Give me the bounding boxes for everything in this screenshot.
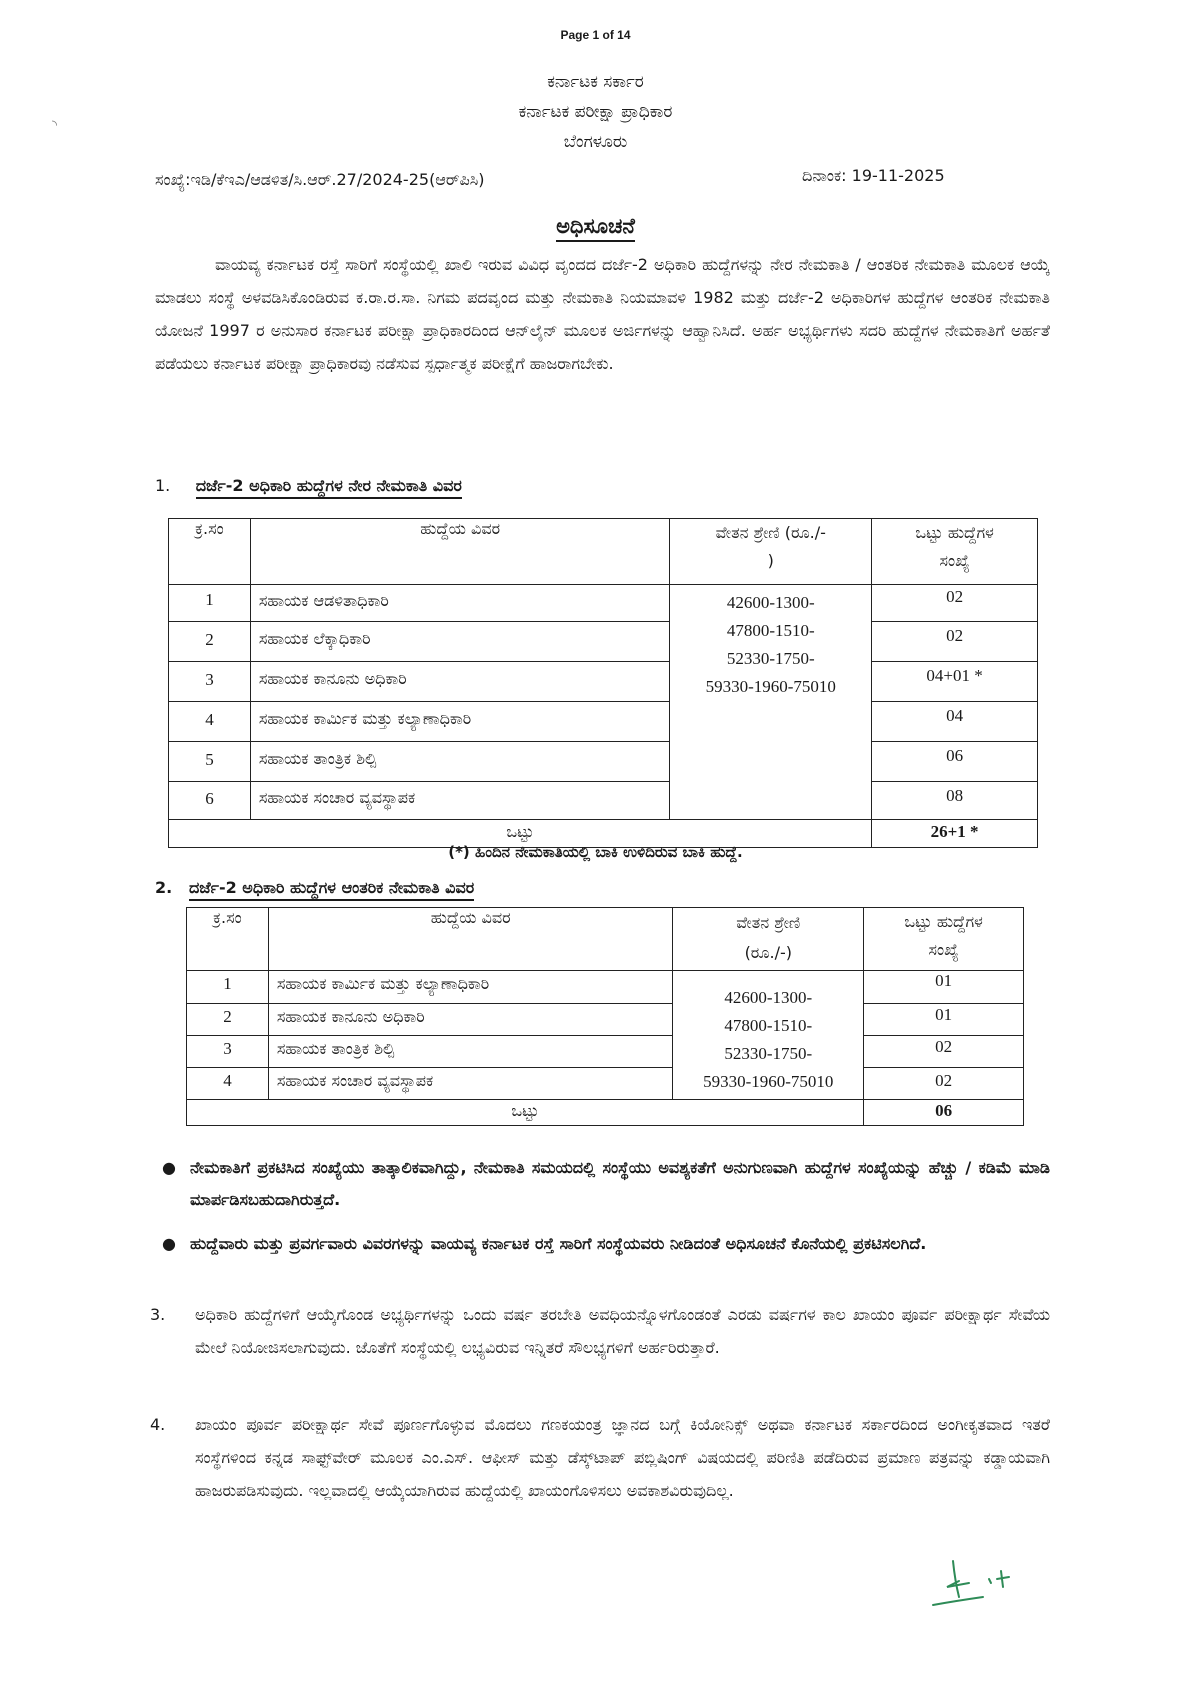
row-post: ಸಹಾಯಕ ಲೆಕ್ಕಾಧಿಕಾರಿ: [250, 622, 669, 662]
pay-line: 59330-1960-75010: [705, 677, 836, 696]
section1-footnote: (*) ಹಿಂದಿನ ನೇಮಕಾತಿಯಲ್ಲಿ ಬಾಕಿ ಉಳಿದಿರುವ ಬಾಕಿ ಹುದ್ದೆ.: [448, 843, 743, 861]
row-sl: 4: [169, 702, 251, 742]
document-title-text: ಅಧಿಸೂಚನೆ: [556, 214, 635, 242]
table-row: [187, 1004, 1024, 1036]
table-total-row: [187, 1100, 1024, 1126]
row-sl: 5: [169, 742, 251, 782]
header-sl: ಕ್ರ.ಸಂ: [187, 908, 269, 971]
margin-mark: ◝: [52, 118, 58, 133]
header-count: ಒಟ್ಟು ಹುದ್ದೆಗಳ ಸಂಖ್ಯೆ: [864, 908, 1024, 971]
table-row: [169, 742, 1038, 782]
document-title: [0, 214, 1191, 239]
pay-line: 42600-1300-: [726, 593, 815, 612]
header-sl: ಕ್ರ.ಸಂ: [169, 519, 251, 585]
total-value: 26+1 *: [872, 820, 1038, 848]
row-post: ಸಹಾಯಕ ಕಾನೂನು ಅಧಿಕಾರಿ: [268, 1004, 672, 1036]
bullet-item: [162, 1152, 1050, 1216]
header-post: ಹುದ್ದೆಯ ವಿವರ: [250, 519, 669, 585]
signature: [925, 1553, 1025, 1613]
row-sl: 2: [169, 622, 251, 662]
item-text: ಖಾಯಂ ಪೂರ್ವ ಪರೀಕ್ಷಾರ್ಥ ಸೇವೆ ಪೂರ್ಣಗೊಳ್ಳುವ ಮೊದಲು ಗಣಕಯಂತ್ರ ಜ್ಞಾನದ ಬಗ್ಗೆ ಕಿಯೋನಿಕ್ಸ್ ಅಥವಾ ಕರ್ನಾಟಕ ಸರ್ಕಾರದಿಂದ ಅಂಗೀಕೃತವಾದ ಇತರೆ ಸಂಸ್ಥೆಗಳಿಂದ ಕನ್ನಡ ಸಾಫ್ಟ್‌ವೇರ್ ಮೂಲಕ ಎಂ.ಎಸ್. ಆಫೀಸ್ ಮತ್ತು ಡೆಸ್ಕ್‌ಟಾಪ್ ಪಬ್ಲಿಷಿಂಗ್ ವಿಷಯದಲ್ಲಿ ಪರಿಣಿತಿ ಪಡೆದಿರುವ ಪ್ರಮಾಣ ಪತ್ರವನ್ನು ಕಡ್ಡಾಯವಾಗಿ ಹಾಜರುಪಡಿಸುವುದು. ಇಲ್ಲವಾದಲ್ಲಿ ಆಯ್ಕೆಯಾಗಿರುವ ಹುದ್ದೆಯಲ್ಲಿ ಖಾಯಂಗೊಳಿಸಲು ಅವಕಾಶವಿರುವುದಿಲ್ಲ.: [195, 1415, 1050, 1500]
row-sl: 1: [187, 971, 269, 1004]
total-value: 06: [864, 1100, 1024, 1126]
pay-line: 47800-1510-: [724, 1016, 813, 1035]
row-post: ಸಹಾಯಕ ಕಾರ್ಮಿಕ ಮತ್ತು ಕಲ್ಯಾಣಾಧಿಕಾರಿ: [268, 971, 672, 1004]
row-count: 02: [864, 1068, 1024, 1100]
section2-title: ದರ್ಜೆ-2 ಅಧಿಕಾರಿ ಹುದ್ದೆಗಳ ಆಂತರಿಕ ನೇಮಕಾತಿ ವಿವರ: [189, 878, 474, 901]
item-number: 3.: [150, 1305, 166, 1324]
row-post: ಸಹಾಯಕ ತಾಂತ್ರಿಕ ಶಿಲ್ಪಿ: [268, 1036, 672, 1068]
section2-heading: [155, 878, 474, 898]
section2-number: 2.: [155, 878, 173, 897]
table-row: [169, 782, 1038, 820]
row-count: 02: [872, 622, 1038, 662]
header-authority: ಕರ್ನಾಟಕ ಪರೀಕ್ಷಾ ಪ್ರಾಧಿಕಾರ: [518, 102, 673, 122]
table-row: [169, 622, 1038, 662]
bullet-dot: ●: [162, 1158, 176, 1177]
row-post: ಸಹಾಯಕ ತಾಂತ್ರಿಕ ಶಿಲ್ಪಿ: [250, 742, 669, 782]
bullet-text: ಹುದ್ದೆವಾರು ಮತ್ತು ಪ್ರವರ್ಗವಾರು ವಿವರಗಳನ್ನು ವಾಯವ್ಯ ಕರ್ನಾಟಕ ರಸ್ತೆ ಸಾರಿಗೆ ಸಂಸ್ಥೆಯವರು ನೀಡಿದಂತೆ ಅಧಿಸೂಚನೆ ಕೊನೆಯಲ್ಲಿ ಪ್ರಕಟಿಸಲಗಿದೆ.: [190, 1234, 927, 1253]
section1-title: ದರ್ಜೆ-2 ಅಧಿಕಾರಿ ಹುದ್ದೆಗಳ ನೇರ ನೇಮಕಾತಿ ವಿವರ: [196, 476, 462, 499]
row-post: ಸಹಾಯಕ ಆಡಳಿತಾಧಿಕಾರಿ: [250, 585, 669, 622]
page-number: Page 1 of 14: [560, 28, 631, 42]
row-count: 06: [872, 742, 1038, 782]
pay-scale-cell: [673, 971, 864, 1100]
header-city: ಬೆಂಗಳೂರು: [563, 132, 628, 152]
header-pay: ವೇತನ ಶ್ರೇಣಿ (ರೂ./-): [673, 908, 864, 971]
row-sl: 1: [169, 585, 251, 622]
section1-table: [168, 518, 1038, 848]
pay-line: 52330-1750-: [724, 1044, 813, 1063]
section1-heading: [155, 476, 462, 496]
numbered-item: [150, 1408, 1050, 1507]
row-count: 04+01 *: [872, 662, 1038, 702]
table-row: [187, 1036, 1024, 1068]
header-pay: ವೇತನ ಶ್ರೇಣಿ (ರೂ./- ): [670, 519, 872, 585]
row-count: 08: [872, 782, 1038, 820]
row-count: 04: [872, 702, 1038, 742]
row-count: 02: [872, 585, 1038, 622]
row-post: ಸಹಾಯಕ ಸಂಚಾರ ವ್ಯವಸ್ಥಾಪಕ: [250, 782, 669, 820]
row-post: ಸಹಾಯಕ ಸಂಚಾರ ವ್ಯವಸ್ಥಾಪಕ: [268, 1068, 672, 1100]
notification-date: ದಿನಾಂಕ: 19-11-2025: [802, 166, 945, 185]
bullet-text: ನೇಮಕಾತಿಗೆ ಪ್ರಕಟಿಸಿದ ಸಂಖ್ಯೆಯು ತಾತ್ಕಾಲಿಕವಾಗಿದ್ದು, ನೇಮಕಾತಿ ಸಮಯದಲ್ಲಿ ಸಂಸ್ಥೆಯು ಅವಶ್ಯಕತೆಗೆ ಅನುಗುಣವಾಗಿ ಹುದ್ದೆಗಳ ಸಂಖ್ಯೆಯನ್ನು ಹೆಚ್ಚು / ಕಡಿಮೆ ಮಾಡಿ ಮಾರ್ಪಡಿಸಬಹುದಾಗಿರುತ್ತದೆ.: [190, 1158, 1050, 1209]
table-header-row: [187, 908, 1024, 971]
header-post: ಹುದ್ದೆಯ ವಿವರ: [268, 908, 672, 971]
row-sl: 2: [187, 1004, 269, 1036]
pay-line: 42600-1300-: [724, 988, 813, 1007]
reference-number: ಸಂಖ್ಯೆ:ಇಡಿ/ಕೆಇಎ/ಆಡಳಿತ/ಸಿ.ಆರ್.27/2024-25(ಆರ್‌ಪಿಸಿ): [155, 170, 485, 189]
pay-scale-cell: [670, 585, 872, 820]
row-count: 01: [864, 971, 1024, 1004]
section1-number: 1.: [155, 476, 171, 495]
table-row: [169, 585, 1038, 622]
header-government: ಕರ್ನಾಟಕ ಸರ್ಕಾರ: [547, 72, 644, 92]
bullet-dot: ●: [162, 1234, 176, 1253]
pay-line: 47800-1510-: [726, 621, 815, 640]
row-count: 02: [864, 1036, 1024, 1068]
pay-line: 52330-1750-: [726, 649, 815, 668]
section2-table: [186, 907, 1024, 1126]
row-sl: 3: [187, 1036, 269, 1068]
intro-text: ವಾಯವ್ಯ ಕರ್ನಾಟಕ ರಸ್ತೆ ಸಾರಿಗೆ ಸಂಸ್ಥೆಯಲ್ಲಿ ಖಾಲಿ ಇರುವ ವಿವಿಧ ವೃಂದದ ದರ್ಜೆ-2 ಅಧಿಕಾರಿ ಹುದ್ದೆಗಳನ್ನು ನೇರ ನೇಮಕಾತಿ / ಆಂತರಿಕ ನೇಮಕಾತಿ ಮೂಲಕ ಆಯ್ಕೆ ಮಾಡಲು ಸಂಸ್ಥೆ ಅಳವಡಿಸಿಕೊಂಡಿರುವ ಕ.ರಾ.ರ.ಸಾ. ನಿಗಮ ಪದವೃಂದ ಮತ್ತು ನೇಮಕಾತಿ ನಿಯಮಾವಳಿ 1982 ಮತ್ತು ದರ್ಜೆ-2 ಅಧಿಕಾರಿಗಳ ಹುದ್ದೆಗಳ ಆಂತರಿಕ ನೇಮಕಾತಿ ಯೋಜನೆ 1997 ರ ಅನುಸಾರ ಕರ್ನಾಟಕ ಪರೀಕ್ಷಾ ಪ್ರಾಧಿಕಾರದಿಂದ ಆನ್‌ಲೈನ್ ಮೂಲಕ ಅರ್ಜಿಗಳನ್ನು ಆಹ್ವಾನಿಸಿದೆ. ಅರ್ಹ ಅಭ್ಯರ್ಥಿಗಳು ಸದರಿ ಹುದ್ದೆಗಳ ನೇಮಕಾತಿಗೆ ಅರ್ಹತೆ ಪಡೆಯಲು ಕರ್ನಾಟಕ ಪರೀಕ್ಷಾ ಪ್ರಾಧಿಕಾರವು ನಡೆಸುವ ಸ್ಪರ್ಧಾತ್ಮಕ ಪರೀಕ್ಷೆಗೆ ಹಾಜರಾಗಬೇಕು.: [155, 255, 1050, 373]
row-count: 01: [864, 1004, 1024, 1036]
intro-paragraph: [155, 248, 1050, 380]
row-post: ಸಹಾಯಕ ಕಾನೂನು ಅಧಿಕಾರಿ: [250, 662, 669, 702]
item-text: ಅಧಿಕಾರಿ ಹುದ್ದೆಗಳಿಗೆ ಆಯ್ಕೆಗೊಂಡ ಅಭ್ಯರ್ಥಿಗಳನ್ನು ಒಂದು ವರ್ಷ ತರಬೇತಿ ಅವಧಿಯನ್ನೊಳಗೊಂಡಂತೆ ಎರಡು ವರ್ಷಗಳ ಕಾಲ ಖಾಯಂ ಪೂರ್ವ ಪರೀಕ್ಷಾರ್ಥ ಸೇವೆಯ ಮೇಲೆ ನಿಯೋಜಿಸಲಾಗುವುದು. ಜೊತೆಗೆ ಸಂಸ್ಥೆಯಲ್ಲಿ ಲಭ್ಯವಿರುವ ಇನ್ನಿತರೆ ಸೌಲಭ್ಯಗಳಿಗೆ ಅರ್ಹರಿರುತ್ತಾರೆ.: [195, 1305, 1050, 1357]
row-sl: 6: [169, 782, 251, 820]
row-post: ಸಹಾಯಕ ಕಾರ್ಮಿಕ ಮತ್ತು ಕಲ್ಯಾಣಾಧಿಕಾರಿ: [250, 702, 669, 742]
pay-line: 59330-1960-75010: [703, 1072, 834, 1091]
row-sl: 4: [187, 1068, 269, 1100]
table-row: [169, 702, 1038, 742]
total-label: ಒಟ್ಟು: [169, 820, 872, 848]
table-header-row: [169, 519, 1038, 585]
total-label: ಒಟ್ಟು: [187, 1100, 864, 1126]
table-row: [187, 971, 1024, 1004]
numbered-item: [150, 1298, 1050, 1364]
table-row: [187, 1068, 1024, 1100]
item-number: 4.: [150, 1415, 166, 1434]
bullet-item: [162, 1228, 1050, 1260]
header-count: ಒಟ್ಟು ಹುದ್ದೆಗಳ ಸಂಖ್ಯೆ: [872, 519, 1038, 585]
table-row: [169, 662, 1038, 702]
row-sl: 3: [169, 662, 251, 702]
